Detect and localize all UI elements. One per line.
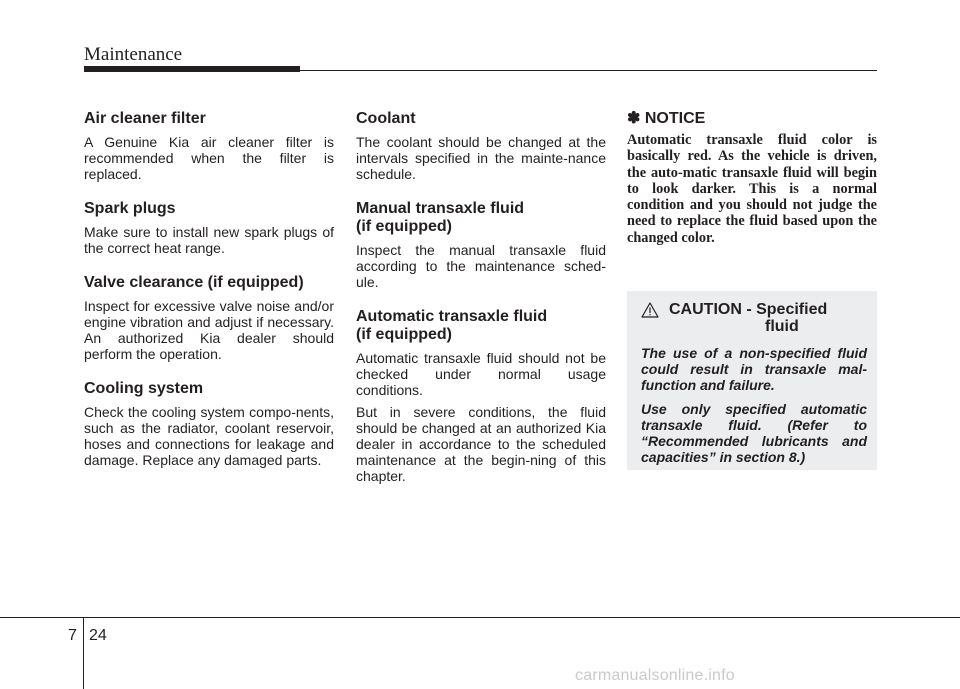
footer-divider — [83, 617, 84, 689]
paragraph: But in severe conditions, the fluid should be changed at an authorized Kia dealer in accordance to the scheduled maintenance at the begin-ning of this chapter. — [356, 404, 606, 484]
heading-line: (if equipped) — [356, 218, 452, 235]
watermark: carmanualsonline.info — [575, 667, 735, 684]
column-middle — [356, 110, 606, 502]
paragraph: Check the cooling system compo-nents, such as the radiator, coolant reservoir, hoses and connections for leakage and damage. Replace any damaged parts. — [84, 404, 334, 468]
column-right — [627, 110, 877, 246]
paragraph: Make sure to install new spark plugs of the correct heat range. — [84, 224, 334, 256]
section-air-cleaner — [84, 110, 334, 182]
heading-line: Manual transaxle fluid — [356, 200, 525, 217]
caution-header — [641, 301, 867, 335]
paragraph: The coolant should be changed at the intervals specified in the mainte-nance schedule. — [356, 134, 606, 182]
footer-rule — [0, 617, 960, 618]
header-rule-thin — [300, 70, 877, 71]
heading-line: (if equipped) — [356, 326, 452, 343]
notice-title — [627, 110, 877, 128]
caution-label: CAUTION — [669, 301, 742, 318]
running-header: Maintenance — [84, 44, 183, 65]
paragraph: Inspect the manual transaxle fluid according to the maintenance sched-ule. — [356, 242, 606, 290]
heading-coolant: Coolant — [356, 110, 416, 127]
caution-title — [669, 301, 827, 335]
notice-symbol-icon: ✽ — [627, 110, 641, 127]
section-cooling-system — [84, 380, 334, 468]
heading-cooling-system: Cooling system — [84, 380, 204, 397]
heading-spark-plugs: Spark plugs — [84, 200, 176, 217]
section-manual-transaxle — [356, 200, 606, 290]
caution-title-line: - Specified — [741, 301, 828, 318]
warning-triangle-icon — [641, 302, 659, 318]
caution-box — [627, 291, 877, 470]
section-spark-plugs — [84, 200, 334, 256]
paragraph: A Genuine Kia air cleaner filter is recommended when the filter is replaced. — [84, 134, 334, 182]
section-coolant — [356, 110, 606, 182]
notice-body: Automatic transaxle fluid color is basically red. As the vehicle is driven, the auto-matic transaxle fluid will begin to look darker. This is a normal condition and you should not judge the need to replace the fluid based upon the changed color. — [627, 132, 877, 246]
caution-paragraph: The use of a non-specified fluid could result in transaxle mal-function and failure. — [641, 345, 867, 393]
section-automatic-transaxle — [356, 308, 606, 484]
heading-manual-transaxle — [356, 200, 606, 236]
chapter-number: 7 — [68, 627, 77, 644]
heading-air-cleaner: Air cleaner filter — [84, 110, 206, 127]
paragraph: Inspect for excessive valve noise and/or engine vibration and adjust if necessary. An authorized Kia dealer should perform the operation. — [84, 298, 334, 362]
section-valve-clearance — [84, 274, 334, 362]
page-number: 24 — [89, 627, 107, 644]
caution-paragraph: Use only specified automatic transaxle fluid. (Refer to “Recommended lubricants and capacities” in section 8.) — [641, 401, 867, 465]
heading-automatic-transaxle — [356, 308, 606, 344]
paragraph: Automatic transaxle fluid should not be checked under normal usage conditions. — [356, 350, 606, 398]
caution-title-line: fluid — [765, 318, 799, 335]
header-rule-thick — [84, 66, 300, 72]
heading-line: Automatic transaxle fluid — [356, 308, 548, 325]
column-left — [84, 110, 334, 486]
notice-label: NOTICE — [644, 110, 706, 127]
heading-valve-clearance: Valve clearance (if equipped) — [84, 274, 304, 291]
